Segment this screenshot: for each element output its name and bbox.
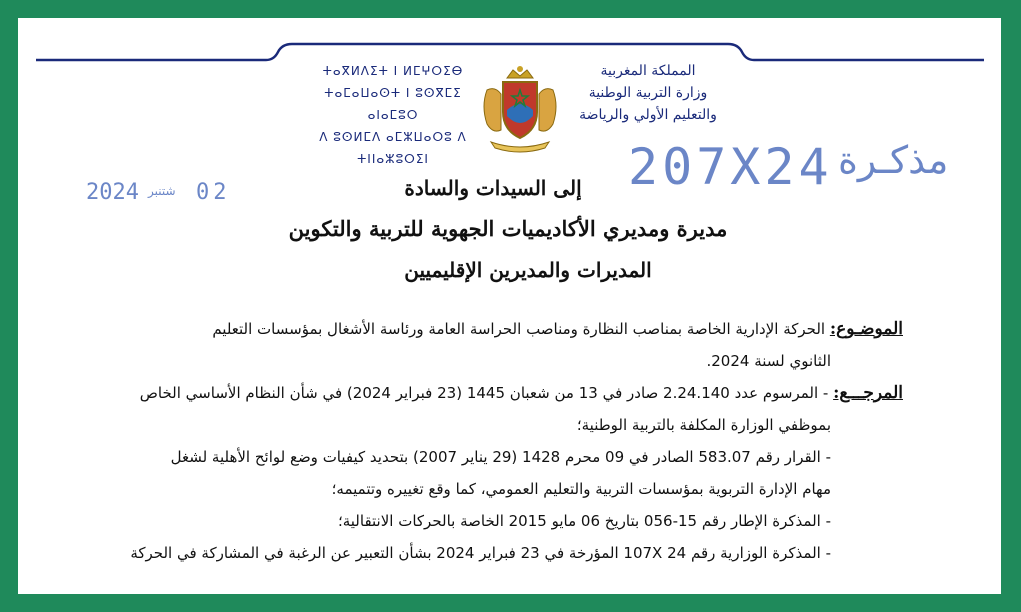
addressee-line: المديرات والمديرين الإقليميين — [404, 258, 652, 282]
document-page — [18, 18, 1001, 594]
ministry-line: ⵜⴰⵎⴰⵡⴰⵙⵜ ⵏ ⵓⵙⴳⵎⵉ ⴰⵏⴰⵎⵓⵔ — [324, 86, 462, 122]
reference-item-continued: بموظفي الوزارة المكلفة بالتربية الوطنية؛ — [576, 416, 831, 434]
reference-label: المرجـــع: — [833, 383, 903, 403]
memo-body — [113, 313, 903, 569]
reference-item: - المذكرة الإطار رقم 15-056 بتاريخ 06 مايو 2015 الخاصة بالحركات الانتقالية؛ — [337, 512, 831, 530]
addressee-line: مديرة ومديري الأكاديميات الجهوية للتربية والتكوين — [288, 216, 728, 241]
royal-coat-of-arms-icon — [473, 60, 568, 155]
ministry-line: ⵜⴰⴳⵍⴷⵉⵜ ⵏ ⵍⵎⵖⵔⵉⴱ — [322, 64, 464, 78]
reference-item: - المرسوم عدد 2.24.140 صادر في 13 من شعبان 1445 (23 فبراير 2024) في شأن النظام الأساسي الخاص — [139, 384, 834, 402]
ministry-line: ⴷ ⵓⵙⵍⵎⴷ ⴰⵎⵣⵡⴰⵔⵓ ⴷ ⵜⵏⵏⴰⵣⵓⵔⵉⵏ — [319, 130, 467, 166]
ministry-line: والتعليم الأولي والرياضة — [579, 107, 717, 123]
subject-label: الموضـوع: — [829, 319, 903, 339]
reference-item: - القرار رقم 583.07 الصادر في 09 محرم 1428 (29 يناير 2007) بتحديد كيفيات وضع لوائح الأهلية لشغل — [170, 448, 831, 466]
ministry-name-tifinagh — [308, 60, 478, 170]
reference-item-continued: مهام الإدارة التربوية بمؤسسات التربية والتعليم العمومي، كما وقع تغييره وتتميمه؛ — [331, 480, 831, 498]
date-day-stamp: 02 — [196, 180, 231, 205]
ministry-name-arabic — [578, 60, 718, 126]
subject-text: الحركة الإدارية الخاصة بمناصب النظارة ومناصب الحراسة العامة ورئاسة الأشغال بمؤسسات التعليم — [212, 320, 830, 338]
reference-item: - المذكرة الوزارية رقم 24 107X المؤرخة في 23 فبراير 2024 بشأن التعبير عن الرغبة في المشاركة في الحركة — [130, 544, 831, 562]
subject-text-continued: الثانوي لسنة 2024. — [706, 352, 831, 370]
memo-label-stamp: مذكـرة — [838, 138, 949, 182]
subject-paragraph — [113, 313, 903, 345]
memo-number-stamp: 207X24 — [628, 138, 833, 196]
addressee-line: إلى السيدات والسادة — [404, 176, 582, 200]
ministry-line: وزارة التربية الوطنية — [588, 85, 708, 101]
ministry-line: المملكة المغربية — [600, 63, 696, 79]
date-year-stamp: 2024 — [86, 180, 139, 205]
date-month-stamp: شتنبر — [148, 184, 176, 198]
reference-paragraph — [113, 377, 903, 409]
